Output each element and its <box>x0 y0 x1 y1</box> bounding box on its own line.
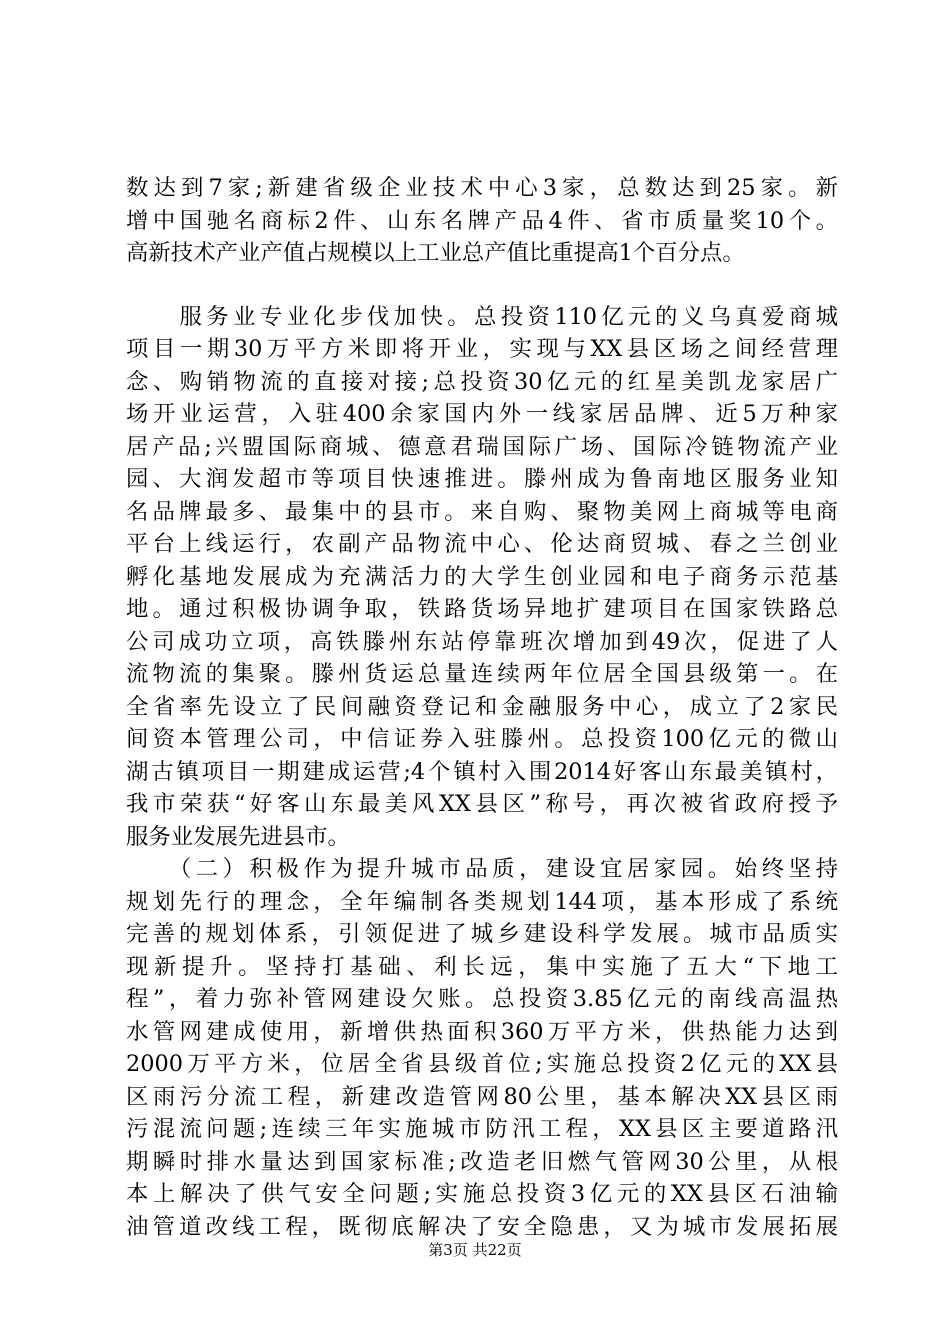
text-line: 项目一期30万平方米即将开业，实现与XX县区场之间经营理 <box>126 336 838 362</box>
page-number-footer: 第3页 共22页 <box>428 1241 522 1259</box>
paragraph-gap <box>126 270 838 301</box>
text-line: 污混流问题;连续三年实施城市防汛工程，XX县区主要道路汛 <box>126 1116 838 1142</box>
text-line: 流物流的集聚。滕州货运总量连续两年位居全国县级第一。在 <box>126 661 838 687</box>
text-line: 全省率先设立了民间融资登记和金融服务中心，成立了2家民 <box>126 693 838 720</box>
text-line: 念、购销物流的直接对接;总投资30亿元的红星美凯龙家居广 <box>126 368 838 395</box>
text-line: 增中国驰名商标2件、山东名牌产品4件、省市质量奖10个。 <box>126 207 838 234</box>
text-line: （二）积极作为提升城市品质，建设宜居家园。始终坚持 <box>126 856 838 882</box>
text-line: 我市荣获“好客山东最美风XX县区”称号，再次被省政府授予 <box>126 791 838 817</box>
paragraph-3 <box>126 853 838 1243</box>
text-line: 程”，着力弥补管网建设欠账。总投资3.85亿元的南线高温热 <box>126 986 838 1012</box>
text-line: 地。通过积极协调争取，铁路货场异地扩建项目在国家铁路总 <box>126 596 838 622</box>
text-line: 现新提升。坚持打基础、利长远，集中实施了五大“下地工 <box>126 953 838 980</box>
text-line: 间资本管理公司，中信证券入驻滕州。总投资100亿元的微山 <box>126 726 838 752</box>
text-line: 规划先行的理念，全年编制各类规划144项，基本形成了系统 <box>126 888 838 915</box>
paragraph-1 <box>126 172 838 270</box>
text-line: 区雨污分流工程，新建改造管网80公里，基本解决XX县区雨 <box>126 1083 838 1110</box>
text-line: 期瞬时排水量达到国家标准;改造老旧燃气管网30公里，从根 <box>126 1148 838 1175</box>
text-line: 2000万平方米，位居全省县级首位;实施总投资2亿元的XX县 <box>126 1051 838 1077</box>
text-line: 场开业运营，入驻400余家国内外一线家居品牌、近5万种家 <box>126 401 838 427</box>
text-line: 服务业发展先进县市。 <box>126 823 350 850</box>
text-line: 本上解决了供气安全问题;实施总投资3亿元的XX县区石油输 <box>126 1181 838 1207</box>
text-line: 平台上线运行，农副产品物流中心、伦达商贸城、春之兰创业 <box>126 531 838 557</box>
text-line: 高新技术产业产值占规模以上工业总产值比重提高1个百分点。 <box>126 240 745 266</box>
text-line: 水管网建成使用，新增供热面积360万平方米，供热能力达到 <box>126 1018 838 1045</box>
text-line: 数达到7家;新建省级企业技术中心3家，总数达到25家。新 <box>126 175 838 201</box>
text-line: 园、大润发超市等项目快速推进。滕州成为鲁南地区服务业知 <box>126 466 838 492</box>
text-line: 油管道改线工程，既彻底解决了安全隐患，又为城市发展拓展 <box>126 1213 838 1240</box>
document-body <box>126 172 838 1243</box>
text-line: 湖古镇项目一期建成运营;4个镇村入围2014好客山东最美镇村， <box>126 758 838 785</box>
text-line: 孵化基地发展成为充满活力的大学生创业园和电子商务示范基 <box>126 563 838 590</box>
text-line: 完善的规划体系，引领促进了城乡建设科学发展。城市品质实 <box>126 921 838 947</box>
paragraph-2 <box>126 301 838 854</box>
text-line: 服务业专业化步伐加快。总投资110亿元的义乌真爱商城 <box>126 303 838 330</box>
text-line: 公司成功立项，高铁滕州东站停靠班次增加到49次，促进了人 <box>126 628 838 655</box>
text-line: 名品牌最多、最集中的县市。来自购、聚物美网上商城等电商 <box>126 498 838 525</box>
text-line: 居产品;兴盟国际商城、德意君瑞国际广场、国际冷链物流产业 <box>126 433 838 460</box>
